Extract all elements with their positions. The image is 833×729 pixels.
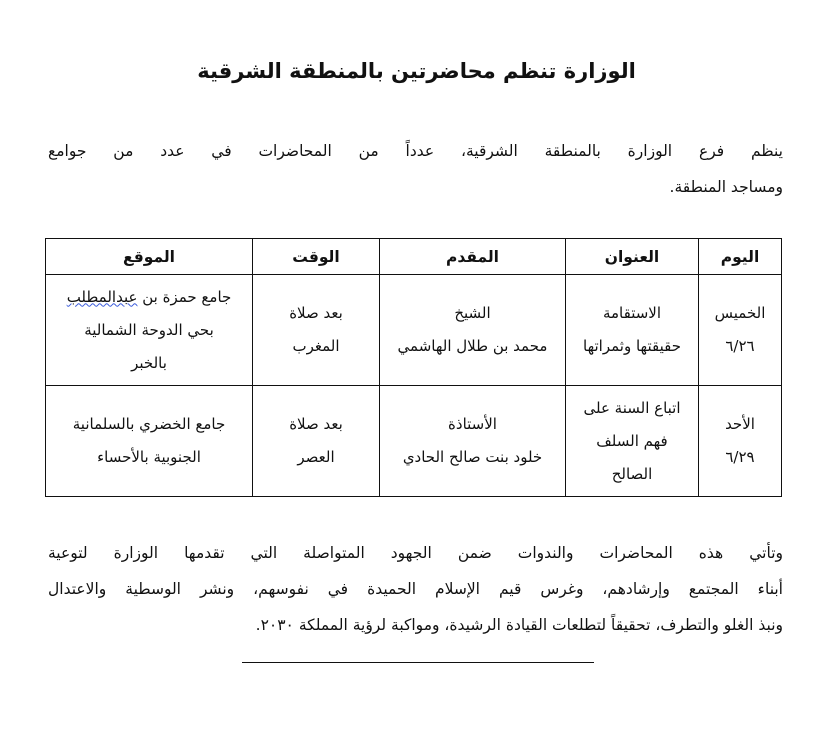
cell-presenter: الأستاذة خلود بنت صالح الحادي — [380, 386, 566, 497]
cell-topic: اتباع السنة على فهم السلف الصالح — [566, 386, 699, 497]
intro-line: ينظم فرع الوزارة بالمنطقة الشرقية، عدداً من المحاضرات في عدد من جوامع — [48, 142, 783, 160]
header-presenter: المقدم — [380, 239, 566, 275]
intro-paragraph — [48, 133, 783, 205]
closing-line: ونبذ الغلو والتطرف، تحقيقاً لتطلعات القيادة الرشيدة، ومواكبة لرؤية المملكة ٢٠٣٠. — [255, 616, 783, 634]
location-text: جامع الخضري بالسلمانية الجنوبية بالأحساء — [72, 415, 226, 466]
spellcheck-word: عبدالمطلب — [66, 287, 138, 306]
header-topic: العنوان — [566, 239, 699, 275]
end-divider — [242, 662, 594, 663]
table-row — [46, 386, 782, 497]
header-day: اليوم — [699, 239, 782, 275]
header-time: الوقت — [253, 239, 380, 275]
cell-location — [46, 275, 253, 386]
cell-topic: الاستقامة حقيقتها وثمراتها — [566, 275, 699, 386]
location-text: جامع حمزة بن — [137, 287, 232, 306]
table-header-row — [46, 239, 782, 275]
cell-day: الخميس ٦/٢٦ — [699, 275, 782, 386]
cell-location — [46, 386, 253, 497]
cell-presenter: الشيخ محمد بن طلال الهاشمي — [380, 275, 566, 386]
closing-line: وتأتي هذه المحاضرات والندوات ضمن الجهود المتواصلة التي تقدمها الوزارة لتوعية — [48, 544, 783, 562]
closing-paragraph — [48, 535, 783, 643]
location-text: بحي الدوحة الشمالية بالخبر — [84, 320, 214, 372]
closing-line: أبناء المجتمع وإرشادهم، وغرس قيم الإسلام الحميدة في نفوسهم، ونشر الوسطية والاعتدال — [48, 580, 783, 598]
lectures-table — [45, 238, 782, 497]
intro-line: ومساجد المنطقة. — [669, 178, 783, 196]
cell-day: الأحد ٦/٢٩ — [699, 386, 782, 497]
cell-time: بعد صلاة العصر — [253, 386, 380, 497]
header-location: الموقع — [46, 239, 253, 275]
table-row — [46, 275, 782, 386]
page-title: الوزارة تنظم محاضرتين بالمنطقة الشرقية — [197, 59, 636, 83]
cell-time: بعد صلاة المغرب — [253, 275, 380, 386]
